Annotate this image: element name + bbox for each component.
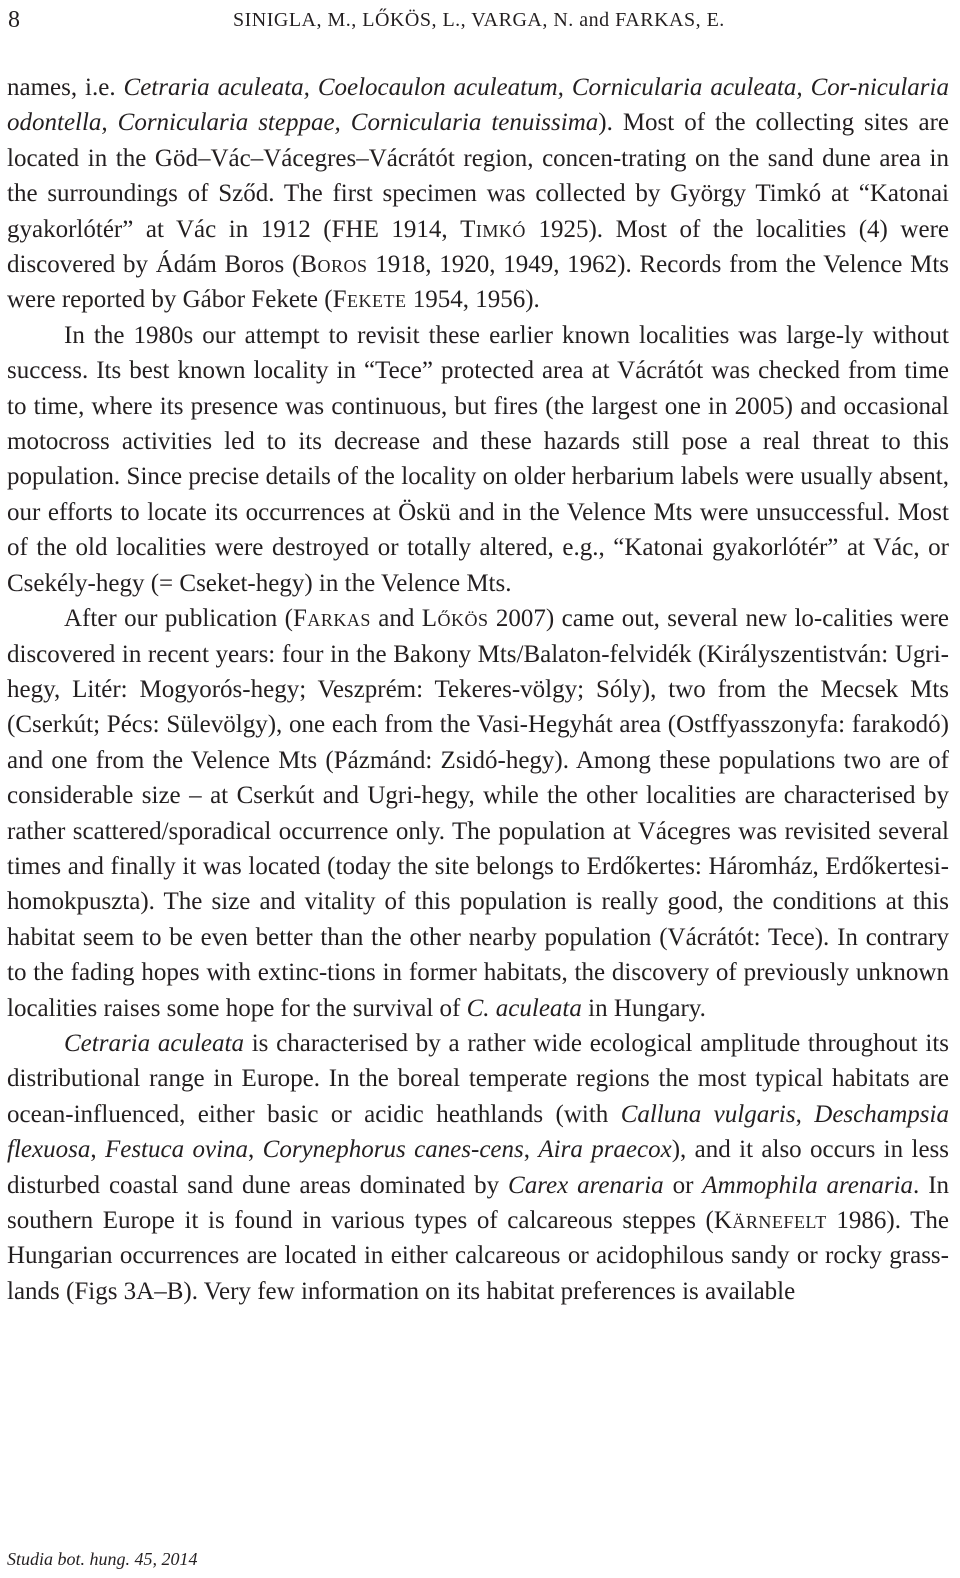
text-run: is characterised by a rather wide ecological amplitude throughout its distributional range in Europe. In the boreal temperate regions the most typical habitats are ocean-influenced, either basic or acidic heathlands (with — [7, 1029, 949, 1128]
text-run: , — [90, 1136, 105, 1164]
italic-text: Aira praecox — [538, 1136, 672, 1164]
paragraph — [7, 1026, 949, 1309]
text-run: and — [370, 605, 422, 633]
text-run: 2007) came out, several new lo-calities were discovered in recent years: four in the Bakony Mts/Balaton-felvidék (Királyszentistván: Ugri-hegy, Litér: Mogyorós-hegy; Veszprém: Tekeres-völgy; Sóly), two from the Mecsek Mts (Cserkút; Pécs: Sülevölgy), one each from the Vasi-Hegyhát area (Ostffyasszonyfa: farakodó) and one from the Velence Mts (Pázmánd: Zsidó-hegy). Among these populations two are of considerable size – at Cserkút and Ugri-hegy, while the other localities are characterised by rather scattered/sporadical occurrence only. The population at Vácegres was revisited several times and finally it was located (today the site belongs to Erdőkertes: Háromház, Erdőkertesi-homokpuszta). The size and vitality of this population is really good, the conditions at this habitat seem to be even better than the other nearby population (Vácrátót: Tece). In contrary to the fading hopes with extinc-tions in former habitats, the discovery of previously unknown localities raises some hope for the survival of — [7, 605, 949, 1022]
text-run: 1925). Most of the localities (4) were discovered by Ádám Boros ( — [7, 215, 949, 279]
text-run: , — [795, 1100, 815, 1128]
author-citation: Kärnefelt — [713, 1207, 827, 1234]
journal-footer: Studia bot. hung. 45, 2014 — [7, 1549, 198, 1569]
page-header — [8, 4, 960, 36]
author-citation: Fekete — [332, 286, 407, 314]
text-run: In the 1980s our attempt to revisit these earlier known localities was large-ly without success. Its best known locality in “Tece” protected area at Vácrátót was checked from time to time, where its presence was continuous, but fires (the largest one in 2005) and occasional motocross activities led to its decrease and these hazards still pose a real threat to this population. Since precise details of the locality on older herbarium labels were usually absent, our efforts to locate its occurrences at Öskü and in the Velence Mts were unsuccessful. Most of the old localities were destroyed or totally altered, e.g., “Katonai gyakorlótér” at Vác, or Csekély-hegy (= Cseket-hegy) in the Velence Mts. — [7, 321, 949, 597]
author-citation: Boros — [300, 251, 368, 279]
author-citation: Timkó — [460, 215, 526, 243]
italic-text: C. aculeata — [466, 994, 582, 1022]
text-run: in Hungary. — [581, 994, 706, 1022]
text-run: 1918, 1920, 1949, 1962). Records from the Velence Mts were reported by Gábor Fekete ( — [7, 251, 949, 314]
running-head: SINIGLA, M., LŐKÖS, L., VARGA, N. and FARKAS, E. — [233, 9, 725, 31]
italic-text: Deschampsia flexuosa — [7, 1100, 949, 1164]
text-run: names, i.e. — [7, 74, 124, 101]
italic-text: Cetraria aculeata — [64, 1029, 244, 1057]
paragraph — [7, 70, 949, 318]
text-run: 1986). The Hungarian occurrences are located in either calcareous or acidophilous sandy or rocky grass-lands (Figs 3A–B). Very few information on its habitat preferences is available — [7, 1207, 949, 1305]
italic-text: Ammophila arenaria — [702, 1171, 914, 1199]
text-run: , — [248, 1136, 263, 1164]
author-citation: Farkas — [293, 605, 371, 633]
italic-text: Calluna vulgaris — [620, 1100, 796, 1128]
body-text — [7, 70, 949, 1309]
italic-text: Carex arenaria — [508, 1171, 664, 1199]
italic-text: Festuca ovina — [104, 1136, 249, 1164]
italic-text: Corynephorus canes-cens — [262, 1136, 524, 1164]
text-run: ). Most of the collecting sites are located in the Göd–Vác–Vácegres–Vácrátót region, concen-trating on the sand dune area in the surroundings of Sződ. The first specimen was collected by György Timkó at “Katonai gyakorlótér” at Vác in 1912 (FHE 1914, — [7, 109, 949, 243]
author-citation: Lőkös — [421, 605, 489, 633]
paragraph — [7, 318, 949, 601]
text-run: 1954, 1956). — [406, 286, 540, 314]
italic-text: Cetraria aculeata, Coelocaulon aculeatum, Cornicularia aculeata, Cor-nicularia odontella, Cornicularia steppae, Cornicularia tenuissima — [7, 74, 949, 137]
paragraph — [7, 601, 949, 1026]
text-run: or — [663, 1171, 703, 1199]
text-run: , — [523, 1136, 539, 1164]
text-run: ), and it also occurs in less disturbed coastal sand dune areas dominated by — [7, 1136, 949, 1199]
page-number: 8 — [8, 7, 20, 33]
text-run: After our publication ( — [64, 605, 293, 633]
text-run: . In southern Europe it is found in various types of calcareous steppes ( — [7, 1171, 950, 1234]
